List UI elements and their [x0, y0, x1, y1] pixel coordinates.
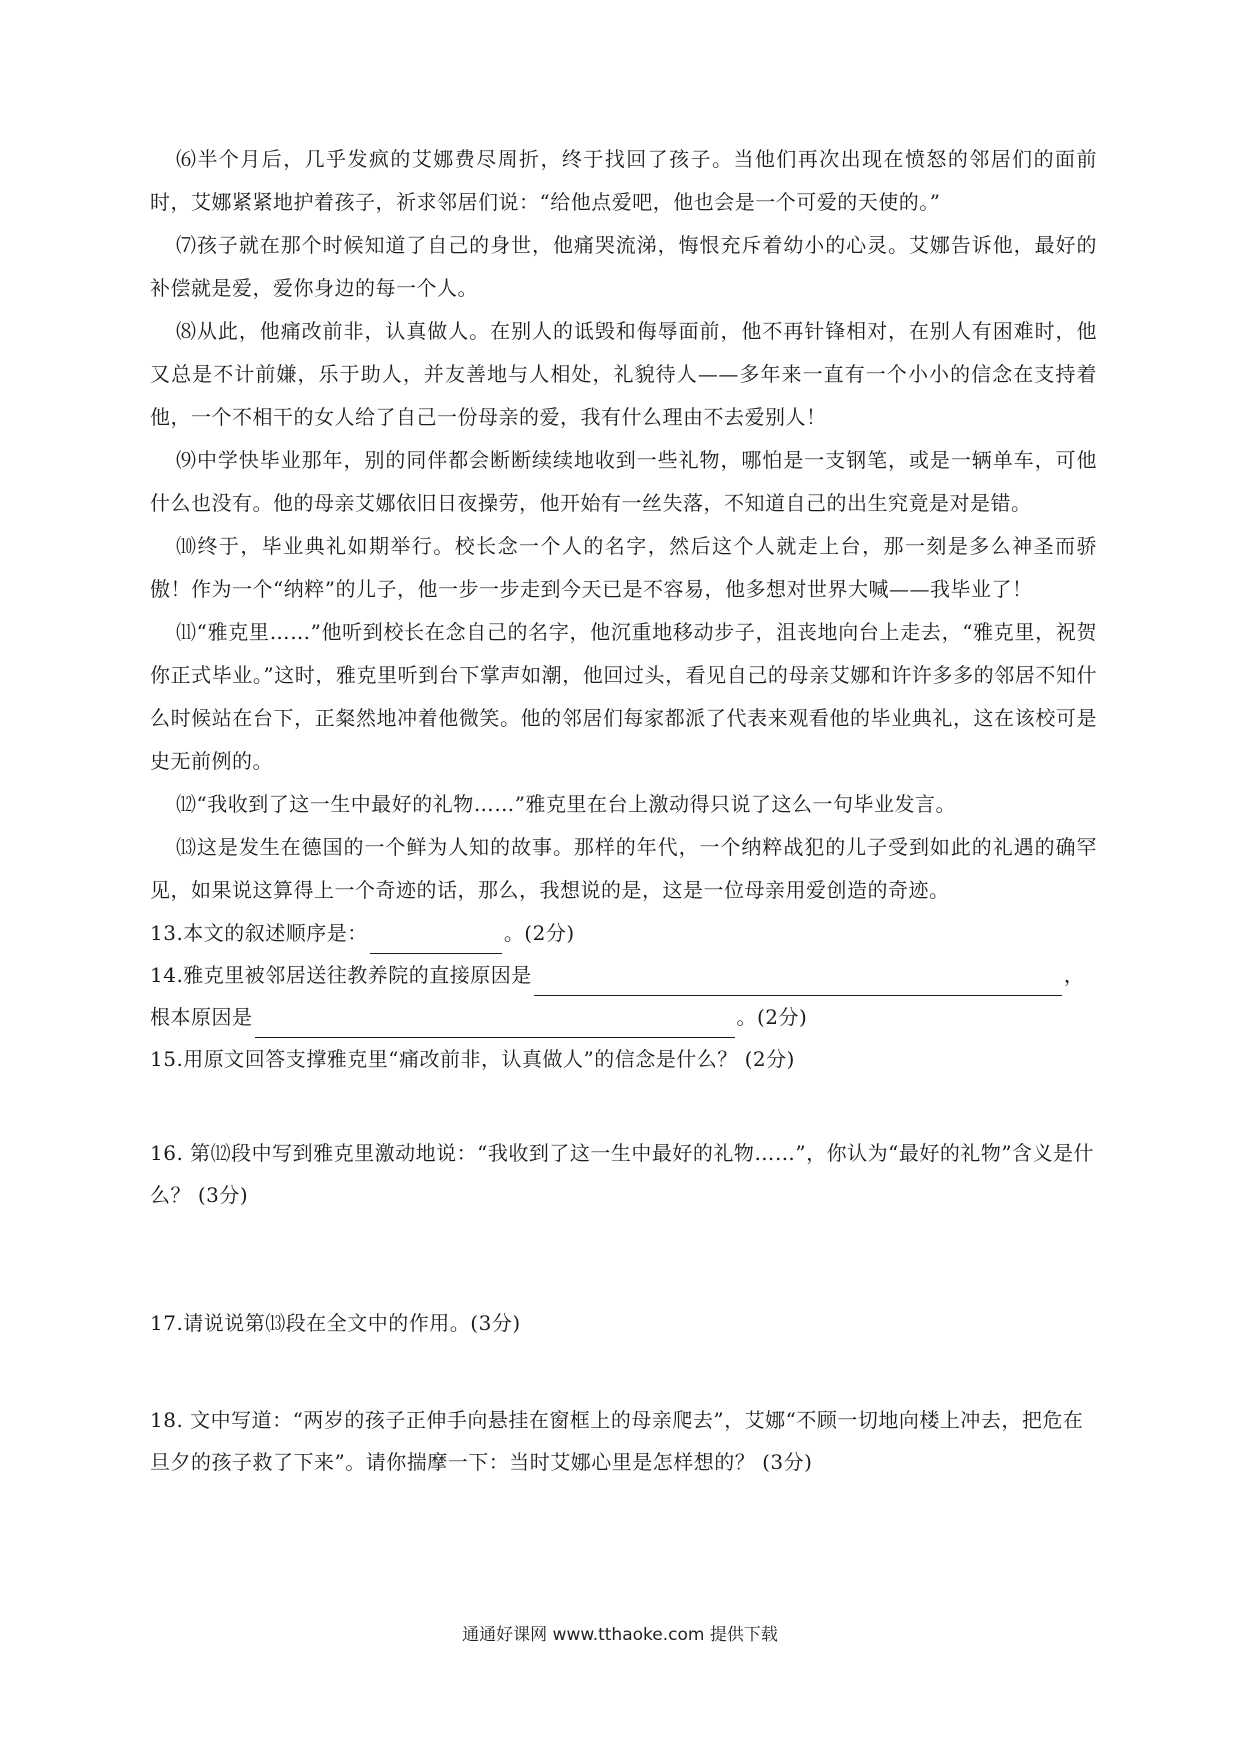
paragraph-8: ⑻从此，他痛改前非，认真做人。在别人的诋毁和侮辱面前，他不再针锋相对，在别人有困难时，他又总是不计前嫌，乐于助人，并友善地与人相处，礼貌待人——多年来一直有一个小小的信念在支持着他，一个不相干的女人给了自己一份母亲的爱，我有什么理由不去爱别人！ [150, 319, 1097, 429]
question-13-score: 。(2分) [503, 921, 575, 945]
paragraph-13: ⒀这是发生在德国的一个鲜为人知的故事。那样的年代，一个纳粹战犯的儿子受到如此的礼遇的确罕见，如果说这算得上一个奇迹的话，那么，我想说的是，这是一位母亲用爱创造的奇迹。 [150, 835, 1097, 902]
answer-space-15[interactable] [150, 1080, 1097, 1132]
question-16: 16. 第⑿段中写到雅克里激动地说：“我收到了这一生中最好的礼物……”，你认为“最好的礼物”含义是什么？ (3分) [150, 1141, 1095, 1207]
answer-blank-14-root[interactable] [255, 1013, 735, 1038]
paragraph-10: ⑽终于，毕业典礼如期举行。校长念一个人的名字，然后这个人就走上台，那一刻是多么神圣而骄傲！作为一个“纳粹”的儿子，他一步一步走到今天已是不容易，他多想对世界大喊——我毕业了！ [150, 534, 1097, 601]
question-14-comma: ， [1063, 963, 1085, 987]
paragraph-11: ⑾“雅克里……”他听到校长在念自己的名字，他沉重地移动步子，沮丧地向台上走去，“雅克里，祝贺你正式毕业。”这时，雅克里听到台下掌声如潮，他回过头，看见自己的母亲艾娜和许许多多的邻居不知什么时候站在台下，正粲然地冲着他微笑。他的邻居们每家都派了代表来观看他的毕业典礼，这在该校可是史无前例的。 [150, 620, 1097, 773]
question-15: 15.用原文回答支撑雅克里“痛改前非，认真做人”的信念是什么？ (2分) [150, 1047, 795, 1071]
paragraph-9: ⑼中学快毕业那年，别的同伴都会断断续续地收到一些礼物，哪怕是一支钢笔，或是一辆单车，可他什么也没有。他的母亲艾娜依旧日夜操劳，他开始有一丝失落，不知道自己的出生究竟是对是错。 [150, 448, 1097, 515]
question-14-line2 [150, 996, 1097, 1038]
answer-space-16[interactable] [150, 1216, 1097, 1302]
question-18: 18. 文中写道：“两岁的孩子正伸手向悬挂在窗框上的母亲爬去”，艾娜“不顾一切地向楼上冲去，把危在旦夕的孩子救了下来”。请你揣摩一下：当时艾娜心里是怎样想的？ (3分) [150, 1408, 1084, 1474]
question-13-text: 13.本文的叙述顺序是： [150, 921, 368, 945]
page-footer: 通通好课网 www.tthaoke.com 提供下载 [462, 1625, 778, 1645]
answer-space-17[interactable] [150, 1344, 1097, 1399]
paragraph-6: ⑹半个月后，几乎发疯的艾娜费尽周折，终于找回了孩子。当他们再次出现在愤怒的邻居们的面前时，艾娜紧紧地护着孩子，祈求邻居们说：“给他点爱吧，他也会是一个可爱的天使的。” [150, 147, 1097, 214]
question-14-text: 14.雅克里被邻居送往教养院的直接原因是 [150, 963, 532, 987]
question-14-root-label: 根本原因是 [150, 1005, 253, 1029]
question-13 [150, 912, 1097, 954]
question-14-score: 。(2分) [736, 1005, 808, 1029]
answer-blank-14-direct[interactable] [534, 971, 1062, 996]
question-17: 17.请说说第⒀段在全文中的作用。(3分) [150, 1311, 521, 1335]
paragraph-12: ⑿“我收到了这一生中最好的礼物……”雅克里在台上激动得只说了这么一句毕业发言。 [176, 792, 956, 816]
paragraph-7: ⑺孩子就在那个时候知道了自己的身世，他痛哭流涕，悔恨充斥着幼小的心灵。艾娜告诉他，最好的补偿就是爱，爱你身边的每一个人。 [150, 233, 1097, 300]
question-14 [150, 954, 1097, 996]
exam-page [150, 138, 1097, 1483]
answer-blank-13[interactable] [370, 929, 502, 954]
